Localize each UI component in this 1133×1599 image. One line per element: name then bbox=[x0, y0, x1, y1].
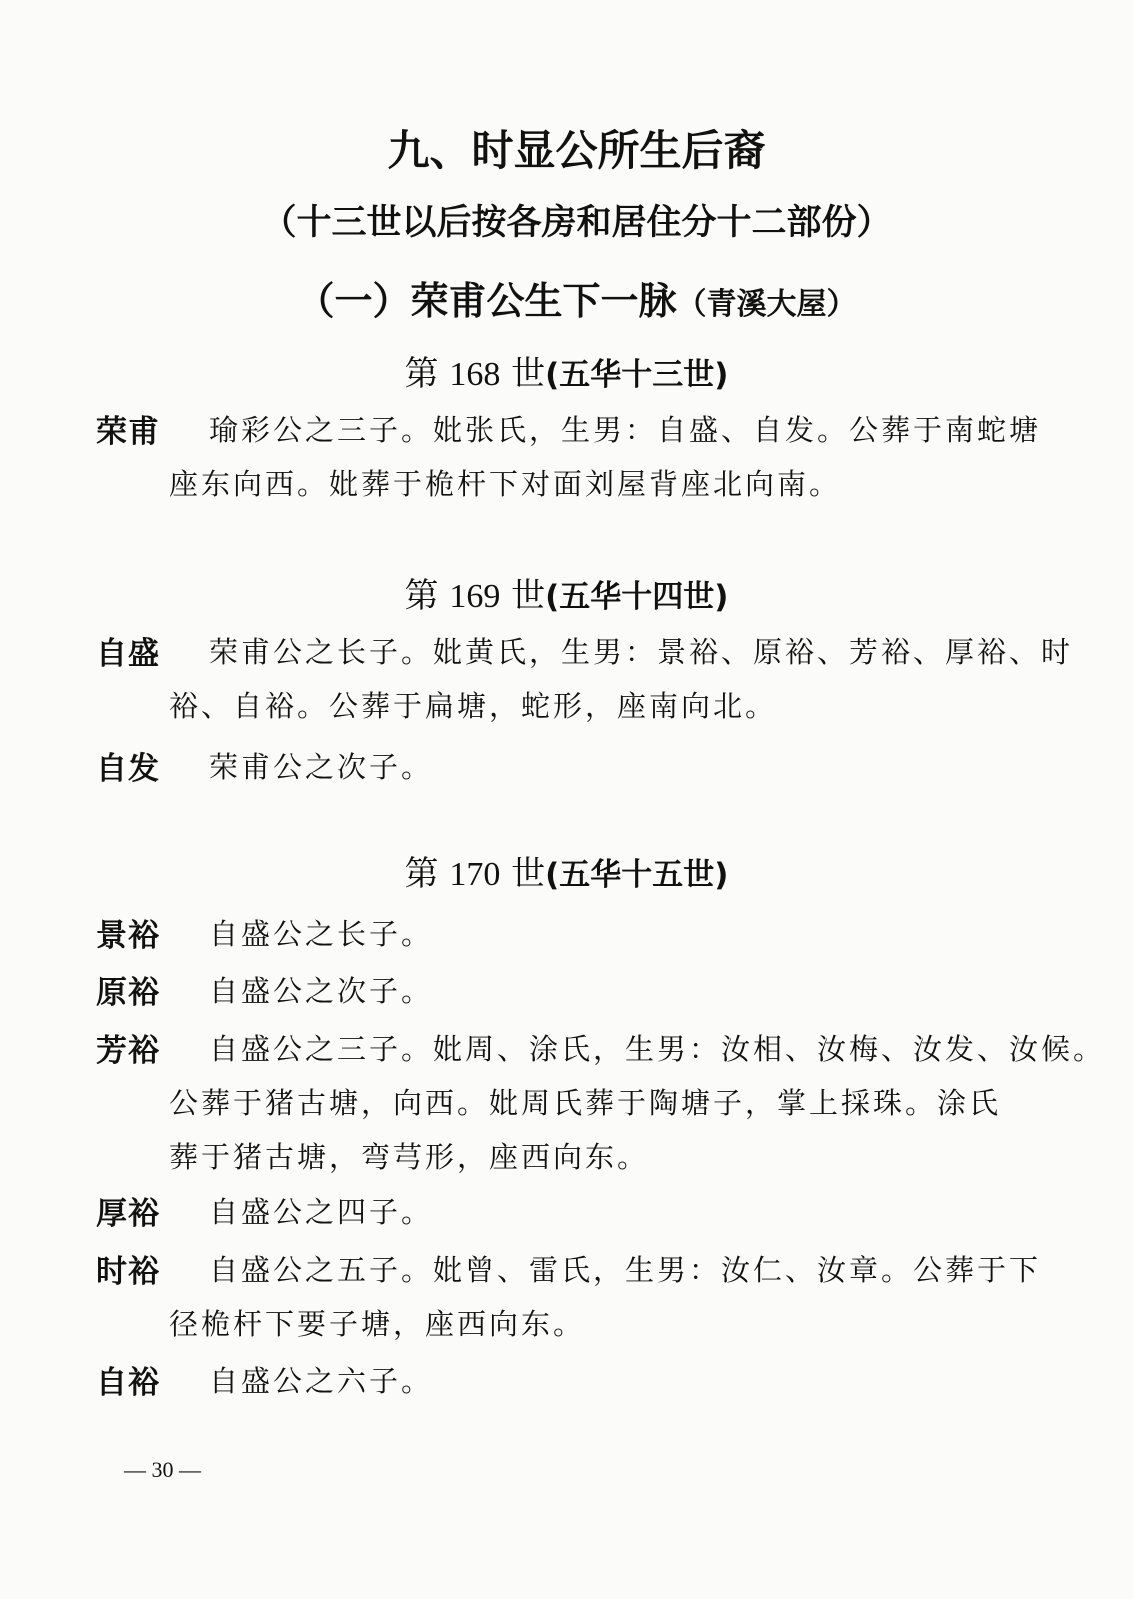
entry-name: 自盛 bbox=[96, 636, 160, 672]
generation-local: (五华十五世) bbox=[545, 857, 729, 893]
entry-name: 时裕 bbox=[96, 1254, 160, 1290]
entry-name: 自裕 bbox=[96, 1365, 160, 1401]
generation-prefix: 第 bbox=[404, 854, 439, 894]
chapter-subtitle: （十三世以后按各房和居住分十二部份） bbox=[261, 203, 892, 243]
entry-text-line: 径桅杆下要子塘，座西向东。 bbox=[169, 1307, 586, 1341]
entry-name: 厚裕 bbox=[96, 1196, 160, 1232]
entry-text-line: 自盛公之长子。 bbox=[209, 917, 434, 951]
generation-prefix: 第 bbox=[404, 354, 439, 394]
generation-heading-170 bbox=[0, 846, 1133, 895]
entry-text-line: 瑜彩公之三子。妣张氏，生男：自盛、自发。公葬于南蛇塘 bbox=[209, 413, 1042, 447]
page-number: — 30 — bbox=[124, 1457, 201, 1482]
generation-label: 世 bbox=[511, 576, 546, 616]
entry-name: 芳裕 bbox=[96, 1033, 160, 1069]
entry-text-line: 自盛公之六子。 bbox=[209, 1364, 434, 1398]
entry-text-line: 公葬于猪古塘，向西。妣周氏葬于陶塘子，掌上採珠。涂氏 bbox=[169, 1086, 1002, 1120]
entry-text-line: 自盛公之五子。妣曾、雷氏，生男：汝仁、汝章。公葬于下 bbox=[209, 1253, 1042, 1287]
entry-text-line: 葬于猪古塘，弯芎形，座西向东。 bbox=[169, 1140, 650, 1174]
generation-local: (五华十三世) bbox=[545, 357, 729, 393]
entry-text-line: 自盛公之四子。 bbox=[209, 1195, 434, 1229]
generation-number: 168 bbox=[449, 356, 501, 393]
entry-name: 原裕 bbox=[96, 975, 160, 1011]
entry-text-line: 荣甫公之长子。妣黄氏，生男：景裕、原裕、芳裕、厚裕、时 bbox=[209, 635, 1074, 669]
entry-text-line: 裕、自裕。公葬于扁塘，蛇形，座南向北。 bbox=[169, 689, 778, 723]
generation-heading-169 bbox=[0, 568, 1133, 617]
entry-name: 景裕 bbox=[96, 918, 160, 954]
generation-number: 170 bbox=[449, 856, 501, 893]
generation-label: 世 bbox=[511, 854, 546, 894]
generation-local: (五华十四世) bbox=[545, 579, 729, 615]
generation-prefix: 第 bbox=[404, 576, 439, 616]
generation-label: 世 bbox=[511, 354, 546, 394]
entry-name: 荣甫 bbox=[96, 414, 160, 450]
entry-text-line: 座东向西。妣葬于桅杆下对面刘屋背座北向南。 bbox=[169, 467, 842, 501]
entry-text-line: 自盛公之次子。 bbox=[209, 974, 434, 1008]
generation-heading-168 bbox=[0, 346, 1133, 395]
section-title bbox=[10, 270, 1133, 325]
section-title-main: （一）荣甫公生下一脉 bbox=[296, 279, 677, 323]
entry-text-line: 自盛公之三子。妣周、涂氏，生男：汝相、汝梅、汝发、汝候。 bbox=[209, 1032, 1106, 1066]
entry-text-line: 荣甫公之次子。 bbox=[209, 750, 434, 784]
section-title-location: （青溪大屋） bbox=[676, 287, 857, 322]
entry-name: 自发 bbox=[96, 751, 160, 787]
chapter-title: 九、时显公所生后裔 bbox=[387, 126, 766, 175]
generation-number: 169 bbox=[449, 578, 501, 615]
